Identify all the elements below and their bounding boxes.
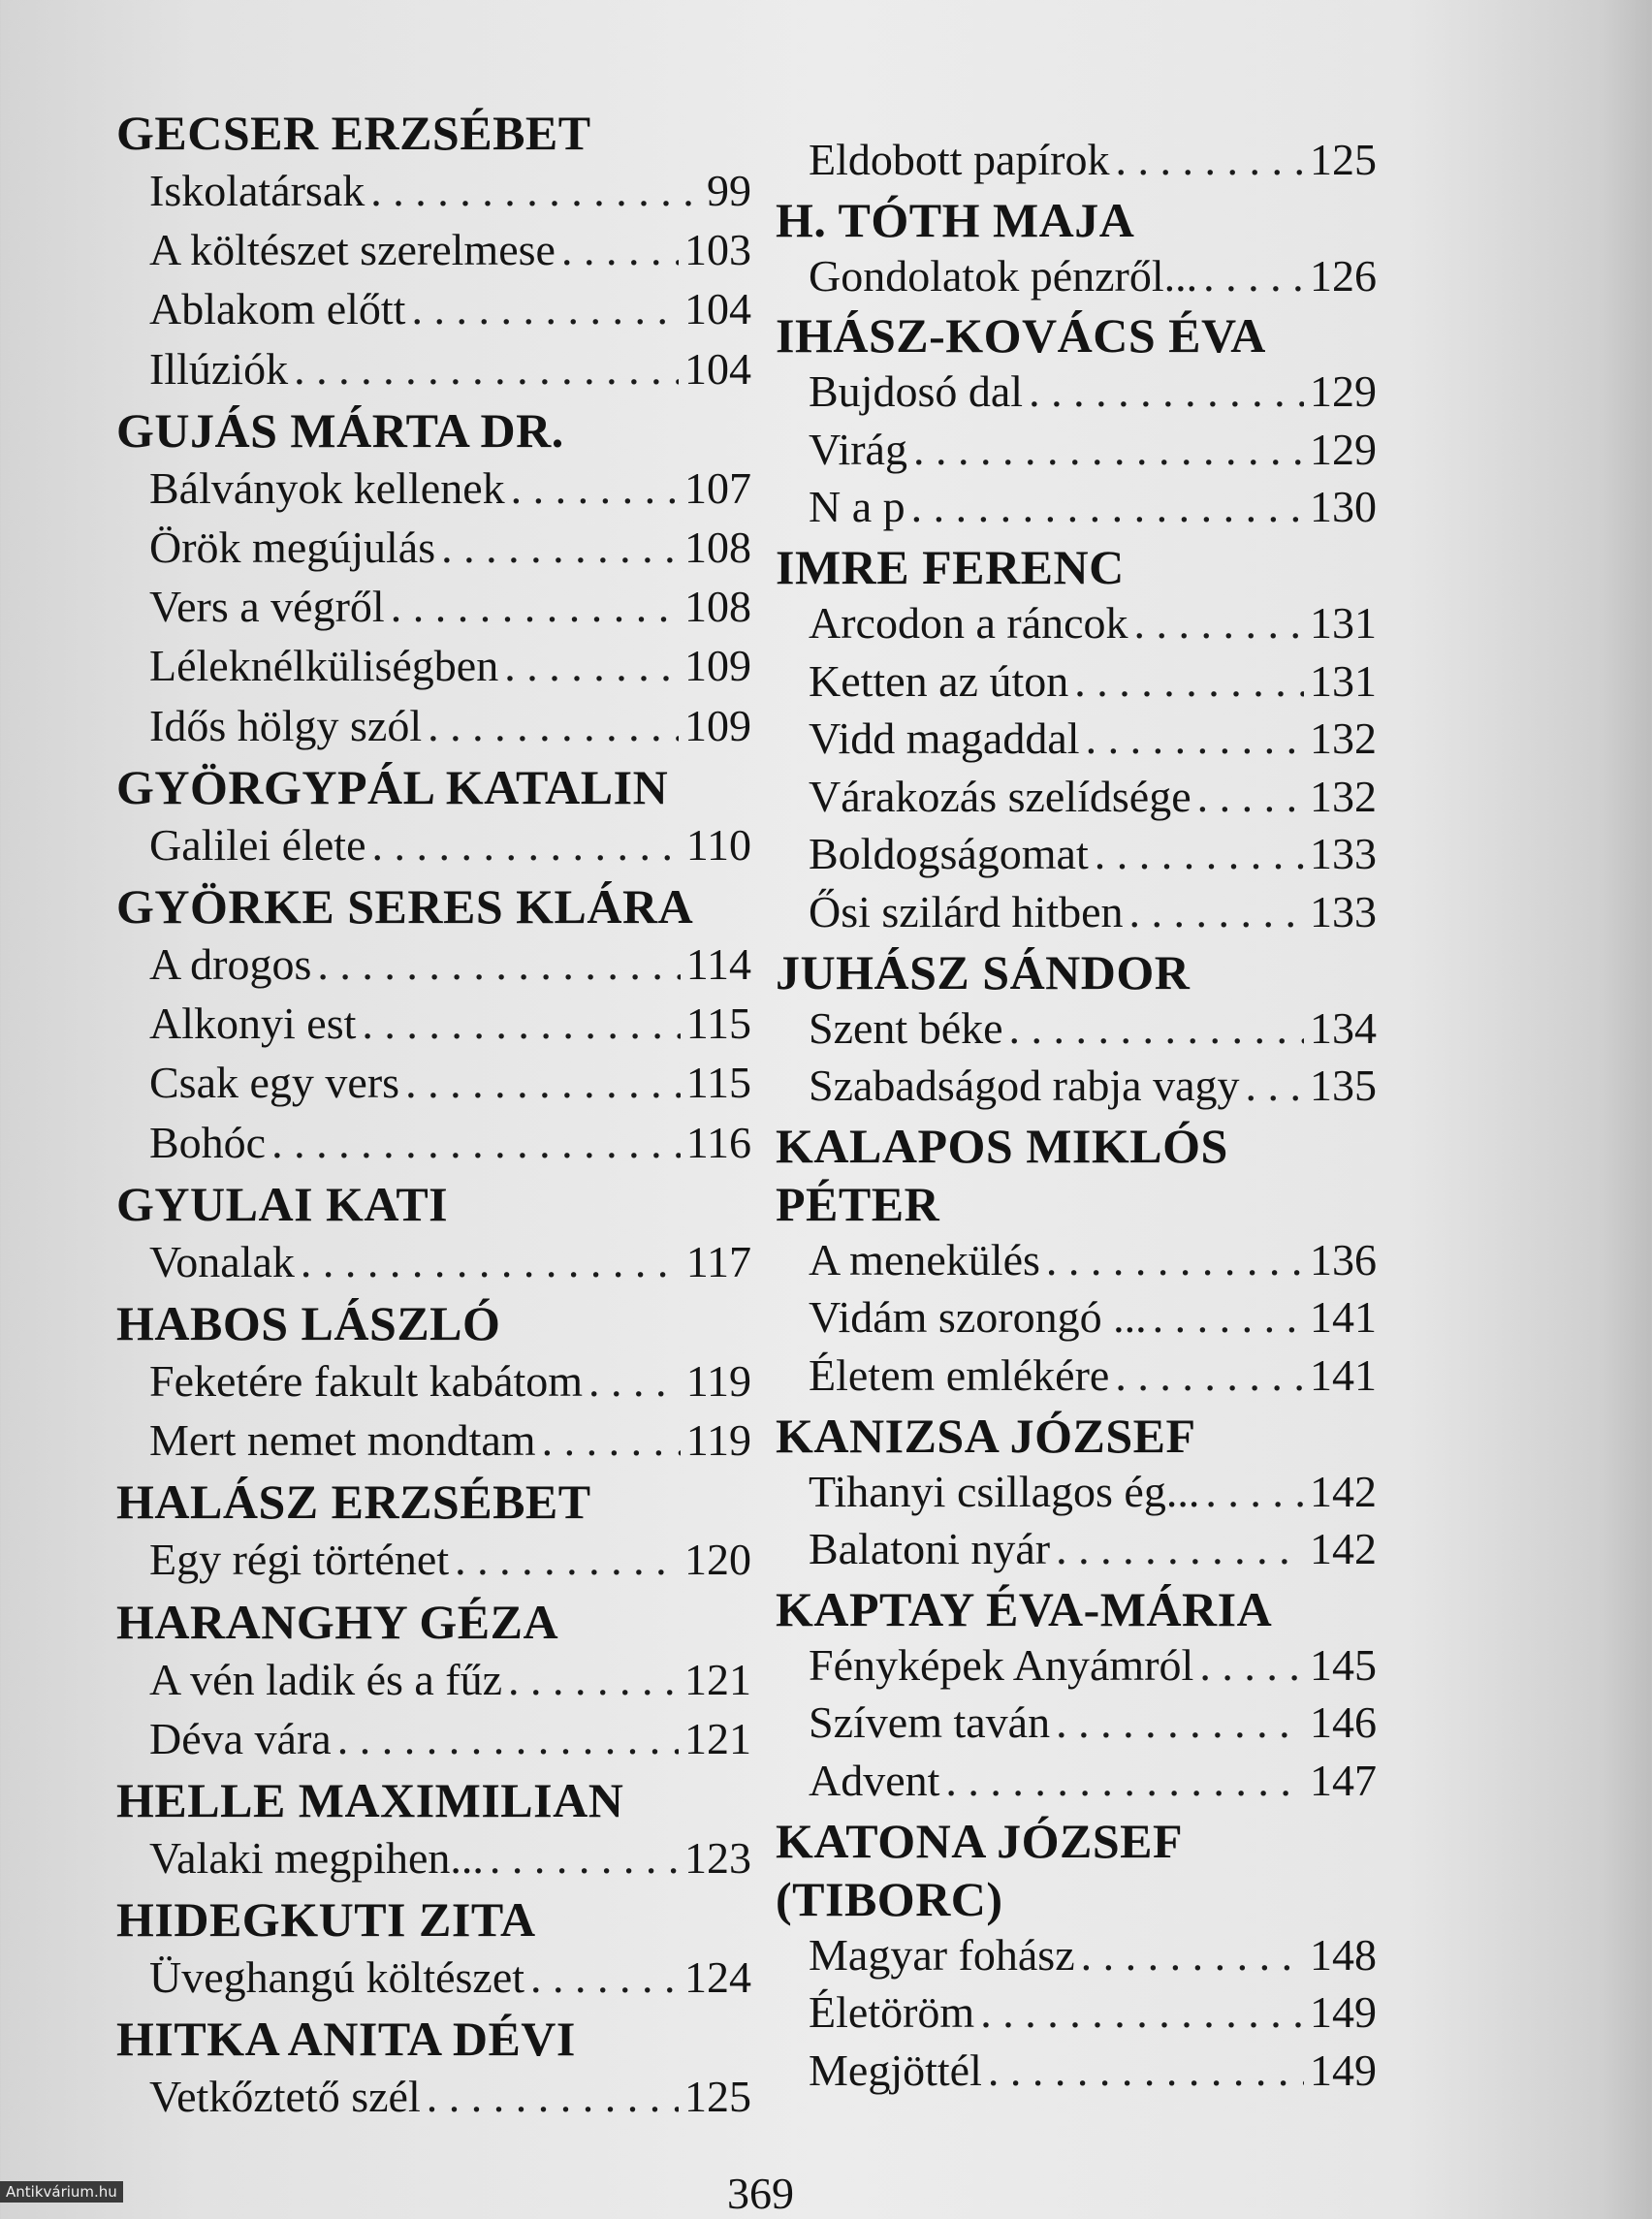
entry-title: Magyar fohász	[809, 1929, 1075, 1980]
dot-leader	[561, 228, 679, 272]
toc-entry	[809, 1466, 1377, 1516]
entry-page: 125	[1310, 135, 1377, 184]
dot-leader	[370, 169, 701, 213]
entry-page: 109	[684, 700, 751, 750]
toc-entry	[809, 424, 1377, 474]
dot-leader	[1153, 1295, 1304, 1340]
dot-leader	[1129, 890, 1305, 935]
entry-page: 114	[685, 939, 751, 989]
toc-entry	[149, 166, 751, 215]
entry-page: 115	[685, 999, 751, 1049]
dot-leader	[1009, 1006, 1304, 1051]
dot-leader	[542, 1418, 681, 1463]
entry-page: 141	[1310, 1292, 1377, 1343]
author-name: KAPTAY ÉVA-MÁRIA	[776, 1581, 1273, 1636]
entry-page: 148	[1310, 1929, 1377, 1980]
entry-title: Vidám szorongó ...	[809, 1292, 1147, 1343]
toc-entry	[149, 939, 751, 989]
dot-leader	[945, 1759, 1304, 1803]
dot-leader	[1081, 1933, 1304, 1978]
toc-entry	[149, 462, 751, 513]
author-name: IHÁSZ-KOVÁCS ÉVA	[776, 308, 1266, 364]
entry-title: Bohóc	[149, 1117, 267, 1167]
dot-leader	[362, 1001, 680, 1046]
dot-leader	[1115, 138, 1304, 182]
dot-leader	[1056, 1700, 1304, 1745]
dot-leader	[317, 942, 680, 987]
entry-page: 109	[684, 641, 751, 691]
entry-page: 124	[684, 1952, 751, 2003]
author-name: H. TÓTH MAJA	[776, 192, 1135, 247]
toc-entry	[809, 250, 1377, 301]
entry-page: 141	[1310, 1350, 1377, 1400]
dot-leader	[271, 1121, 681, 1165]
entry-page: 133	[1310, 829, 1377, 879]
entry-title: Szent béke	[809, 1002, 1003, 1053]
dot-leader	[455, 1537, 679, 1582]
entry-title: A költészet szerelmese	[149, 225, 556, 275]
entry-page: 103	[684, 225, 751, 275]
author-name: GYULAI KATI	[116, 1176, 449, 1231]
author-name-line2: PÉTER	[776, 1176, 940, 1231]
dot-leader	[1203, 254, 1304, 299]
entry-page: 129	[1310, 424, 1377, 474]
toc-entry	[809, 1756, 1377, 1805]
entry-page: 121	[684, 1654, 751, 1704]
toc-entry	[809, 829, 1377, 879]
author-name: IMRE FERENC	[776, 540, 1125, 594]
author-name: GYÖRKE SERES KLÁRA	[116, 879, 694, 934]
toc-entry	[809, 1061, 1377, 1111]
entry-title: Léleknélküliségben	[149, 641, 499, 691]
entry-page: 132	[1310, 713, 1377, 764]
entry-title: Valaki megpihen...	[149, 1833, 484, 1883]
toc-entry	[149, 1952, 751, 2003]
toc-entry	[809, 771, 1377, 821]
author-name: GECSER ERZSÉBET	[116, 106, 591, 160]
toc-entry	[149, 999, 751, 1049]
toc-entry	[149, 343, 751, 394]
entry-page: 125	[684, 2072, 751, 2122]
entry-page: 131	[1310, 655, 1377, 706]
entry-title: Balatoni nyár	[809, 1524, 1051, 1574]
dot-leader	[508, 1658, 679, 1702]
dot-leader	[391, 585, 679, 629]
author-name: HALÁSZ ERZSÉBET	[116, 1474, 591, 1530]
toc-entry	[809, 1234, 1377, 1284]
toc-entry	[149, 1535, 751, 1585]
entry-title: Bálványok kellenek	[149, 462, 505, 513]
entry-title: Déva vára	[149, 1713, 332, 1763]
entry-title: Egy régi történet	[149, 1535, 450, 1585]
entry-page: 108	[684, 582, 751, 632]
toc-entry	[149, 525, 751, 570]
entry-title: Arcodon a ráncok	[809, 598, 1128, 648]
toc-entry	[149, 1415, 751, 1466]
dot-leader	[1246, 1063, 1304, 1108]
dot-leader	[337, 1717, 679, 1761]
toc-entry	[809, 1524, 1377, 1574]
dot-leader	[427, 2075, 679, 2119]
dot-leader	[1086, 716, 1304, 761]
author-name: KALAPOS MIKLÓS	[776, 1118, 1228, 1173]
entry-page: 99	[707, 166, 751, 215]
dot-leader	[588, 1359, 681, 1404]
entry-page: 126	[1310, 250, 1377, 301]
toc-entry	[149, 284, 751, 334]
entry-title: N a p	[809, 482, 905, 532]
entry-title: A menekülés	[809, 1234, 1040, 1284]
toc-entry	[149, 1236, 751, 1286]
entry-title: Megjöttél	[809, 2045, 982, 2095]
author-name: HARANGHY GÉZA	[116, 1594, 559, 1649]
author-name: HITKA ANITA DÉVI	[116, 2012, 576, 2067]
entry-page: 110	[685, 819, 751, 870]
dot-leader	[294, 347, 679, 392]
toc-entry	[149, 641, 751, 691]
toc-entry	[809, 135, 1377, 184]
entry-title: A vén ladik és a fűz	[149, 1654, 503, 1704]
entry-page: 115	[685, 1058, 751, 1108]
entry-page: 120	[684, 1535, 751, 1585]
entry-page: 104	[684, 343, 751, 394]
entry-title: Bujdosó dal	[809, 366, 1024, 417]
toc-entry	[809, 655, 1377, 706]
entry-page: 134	[1310, 1002, 1377, 1053]
dot-leader	[1197, 775, 1304, 819]
entry-title: Gondolatok pénzről...	[809, 250, 1198, 301]
dot-leader	[980, 1990, 1304, 2035]
toc-entry	[809, 1639, 1377, 1690]
toc-entry	[809, 366, 1377, 417]
entry-page: 129	[1310, 366, 1377, 417]
entry-title: A drogos	[149, 939, 312, 989]
author-name: KANIZSA JÓZSEF	[776, 1408, 1196, 1463]
dot-leader	[1199, 1643, 1304, 1688]
entry-page: 142	[1310, 1466, 1377, 1516]
entry-title: Tihanyi csillagos ég...	[809, 1466, 1200, 1516]
entry-page: 135	[1310, 1061, 1377, 1111]
watermark: Antikvárium.hu	[0, 2181, 123, 2203]
toc-entry	[149, 1356, 751, 1406]
toc-entry	[809, 482, 1377, 532]
toc-entry	[809, 1697, 1377, 1748]
entry-page: 119	[685, 1356, 751, 1406]
toc-entry	[149, 225, 751, 275]
entry-page: 149	[1310, 2045, 1377, 2095]
entry-title: Ősi szilárd hitben	[809, 887, 1124, 936]
dot-leader	[1056, 1527, 1304, 1571]
entry-title: Üveghangú költészet	[149, 1952, 525, 2003]
dot-leader	[372, 823, 681, 868]
toc-entry	[809, 1292, 1377, 1343]
author-name: HIDEGKUTI ZITA	[116, 1892, 536, 1948]
toc-entry	[809, 1350, 1377, 1400]
toc-entry	[809, 1002, 1377, 1053]
entry-title: Feketére fakult kabátom	[149, 1356, 584, 1406]
dot-leader	[1115, 1353, 1304, 1398]
entry-title: Boldogságomat	[809, 829, 1089, 879]
toc-entry	[149, 1713, 751, 1763]
dot-leader	[1134, 601, 1304, 646]
entry-page: 147	[1310, 1756, 1377, 1805]
entry-title: Szívem taván	[809, 1697, 1051, 1748]
entry-title: Ketten az úton	[809, 655, 1069, 706]
entry-title: Vidd magaddal	[809, 713, 1080, 764]
author-name: GUJÁS MÁRTA DR.	[116, 402, 564, 458]
dot-leader	[1029, 369, 1304, 414]
entry-title: Virág	[809, 424, 907, 474]
dot-leader	[511, 466, 679, 511]
dot-leader	[405, 1061, 681, 1105]
entry-title: Vonalak	[149, 1236, 295, 1286]
author-name: HABOS LÁSZLÓ	[116, 1296, 501, 1350]
toc-entry	[809, 887, 1377, 936]
dot-leader	[301, 1240, 681, 1284]
dot-leader	[1205, 1470, 1304, 1514]
entry-title: Életöröm	[809, 1987, 975, 2038]
entry-title: Eldobott papírok	[809, 135, 1110, 184]
author-name: JUHÁSZ SÁNDOR	[776, 944, 1191, 999]
author-name-line2: (TIBORC)	[776, 1871, 1003, 1926]
entry-title: Galilei élete	[149, 819, 366, 870]
entry-title: Mert nemet mondtam	[149, 1415, 536, 1466]
dot-leader	[988, 2048, 1304, 2093]
author-name: HELLE MAXIMILIAN	[116, 1773, 624, 1827]
toc-entry	[149, 1117, 751, 1167]
toc-entry	[149, 1833, 751, 1883]
entry-page: 149	[1310, 1987, 1377, 2038]
page-number: 369	[727, 2169, 794, 2218]
toc-entry	[149, 700, 751, 750]
entry-title: Vers a végről	[149, 582, 385, 632]
entry-page: 142	[1310, 1524, 1377, 1574]
entry-title: Örök megújulás	[149, 523, 436, 572]
entry-title: Várakozás szelídsége	[809, 771, 1191, 821]
entry-page: 146	[1310, 1697, 1377, 1748]
entry-page: 123	[684, 1833, 751, 1883]
dot-leader	[913, 428, 1304, 472]
entry-page: 116	[685, 1117, 751, 1167]
dot-leader	[411, 287, 679, 332]
dot-leader	[441, 525, 679, 570]
dot-leader	[1074, 659, 1304, 704]
author-name: GYÖRGYPÁL KATALIN	[116, 759, 669, 814]
entry-title: Idős hölgy szól	[149, 700, 423, 750]
entry-page: 136	[1310, 1234, 1377, 1284]
entry-page: 119	[685, 1415, 751, 1466]
dot-leader	[1095, 832, 1304, 876]
toc-entry	[149, 582, 751, 632]
entry-title: Szabadságod rabja vagy	[809, 1061, 1240, 1111]
entry-page: 130	[1310, 482, 1377, 532]
entry-title: Ablakom előtt	[149, 284, 406, 334]
author-name: KATONA JÓZSEF	[776, 1813, 1184, 1868]
entry-page: 132	[1310, 771, 1377, 821]
toc-entry	[149, 1654, 751, 1704]
entry-title: Vetkőztető szél	[149, 2072, 421, 2122]
entry-page: 145	[1310, 1639, 1377, 1690]
toc-entry	[809, 2045, 1377, 2095]
entry-title: Illúziók	[149, 343, 289, 394]
entry-title: Alkonyi est	[149, 999, 357, 1049]
dot-leader	[911, 485, 1304, 529]
entry-page: 121	[684, 1713, 751, 1763]
toc-entry	[809, 1987, 1377, 2038]
entry-page: 117	[685, 1236, 751, 1286]
toc-entry	[149, 2072, 751, 2122]
dot-leader	[530, 1955, 679, 2000]
entry-title: Életem emlékére	[809, 1350, 1110, 1400]
entry-page: 107	[684, 462, 751, 513]
dot-leader	[1046, 1238, 1304, 1283]
entry-title: Advent	[809, 1756, 940, 1805]
entry-page: 104	[684, 284, 751, 334]
entry-title: Csak egy vers	[149, 1058, 400, 1108]
entry-page: 131	[1310, 598, 1377, 648]
entry-page: 133	[1310, 887, 1377, 936]
entry-title: Fényképek Anyámról	[809, 1639, 1194, 1690]
dot-leader	[504, 644, 679, 688]
toc-entry	[809, 713, 1377, 764]
dot-leader	[428, 704, 679, 748]
toc-entry	[149, 1058, 751, 1108]
entry-title: Iskolatársak	[149, 166, 365, 215]
toc-entry	[809, 598, 1377, 648]
dot-leader	[490, 1836, 679, 1881]
entry-page: 108	[684, 523, 751, 572]
toc-entry	[149, 819, 751, 870]
toc-entry	[809, 1929, 1377, 1980]
